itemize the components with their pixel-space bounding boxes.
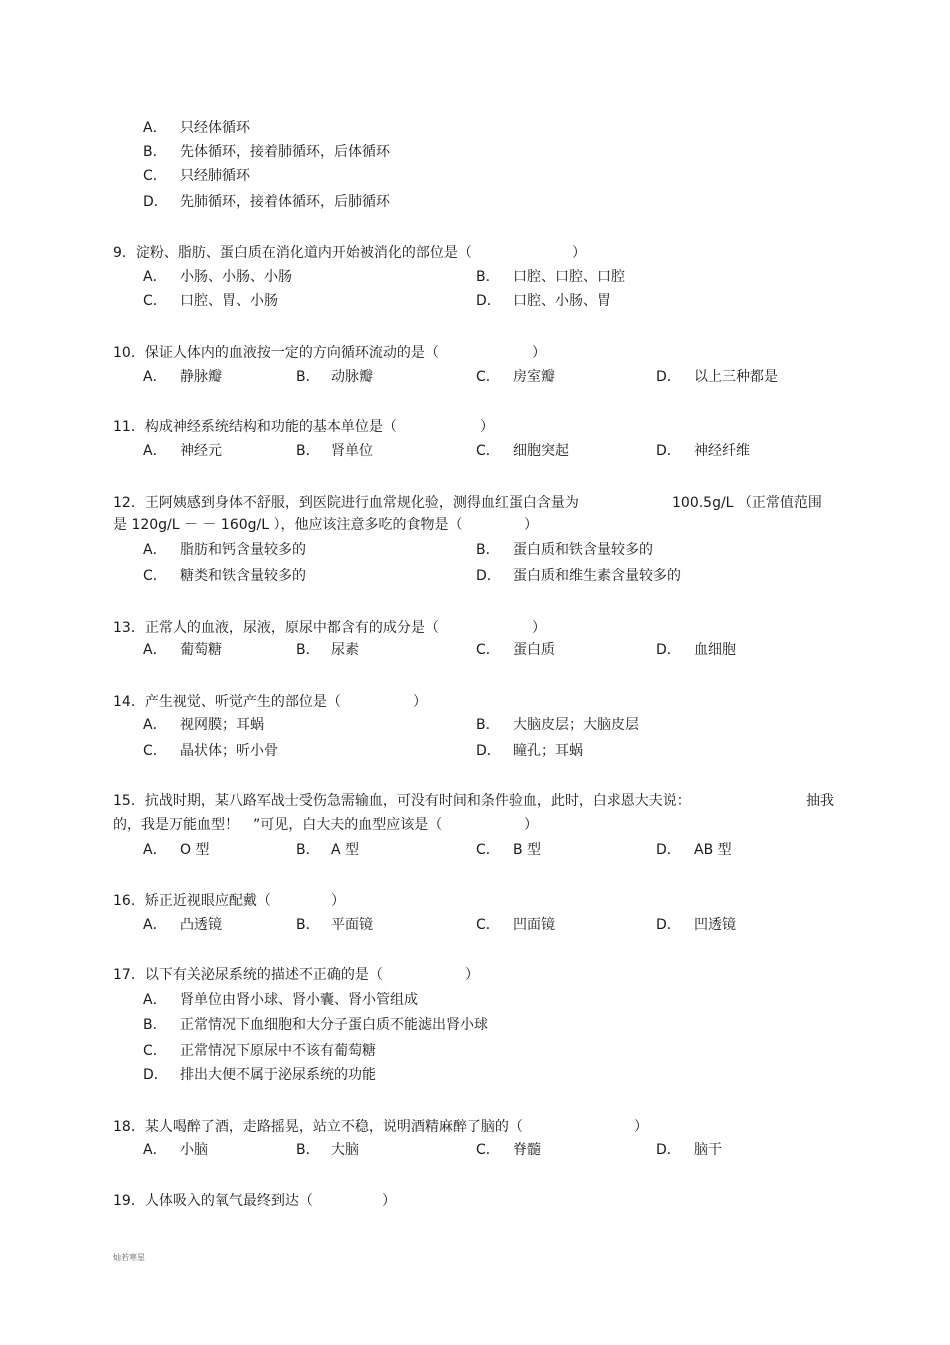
question-stem-continued: 100.5g/L （正常值范围 [672, 495, 822, 511]
answer-paren-close: ） [532, 620, 546, 636]
question-stem: 17．以下有关泌尿系统的描述不正确的是（ [113, 967, 383, 983]
option-letter: B． [143, 1017, 167, 1033]
option-text: 凹面镜 [513, 917, 555, 933]
answer-paren-close: ） [572, 245, 586, 261]
option-text: 大脑 [331, 1142, 359, 1158]
question-stem: 18．某人喝醉了酒，走路摇晃，站立不稳，说明酒精麻醉了脑的（ [113, 1119, 523, 1135]
option-text: 口腔、胃、小肠 [180, 293, 278, 309]
option-letter: A． [143, 269, 167, 285]
option-letter: A． [143, 443, 167, 459]
option-text: 肾单位由肾小球、肾小囊、肾小管组成 [180, 992, 418, 1008]
option-text: 先肺循环，接着体循环，后肺循环 [180, 194, 390, 210]
option-letter: A． [143, 842, 167, 858]
option-letter: A． [143, 917, 167, 933]
option-text: 蛋白质和铁含量较多的 [513, 542, 653, 558]
option-letter: C． [143, 568, 167, 584]
option-letter: B． [296, 842, 320, 858]
option-letter: B． [143, 144, 167, 160]
option-letter: D． [143, 194, 168, 210]
option-text: 神经纤维 [694, 443, 750, 459]
question-stem: 11．构成神经系统结构和功能的基本单位是（ [113, 419, 397, 435]
option-letter: A． [143, 369, 167, 385]
question-stem: 16．矫正近视眼应配戴（ [113, 893, 271, 909]
option-letter: D． [143, 1067, 168, 1083]
question-stem: 15．抗战时期，某八路军战士受伤急需输血，可没有时间和条件验血，此时，白求恩大夫说： [113, 793, 691, 809]
option-text: 蛋白质和维生素含量较多的 [513, 568, 681, 584]
option-letter: A． [143, 642, 167, 658]
option-letter: D． [656, 642, 681, 658]
option-letter: B． [296, 369, 320, 385]
option-letter: B． [296, 917, 320, 933]
option-letter: B． [476, 717, 500, 733]
option-text: 脑干 [694, 1142, 722, 1158]
option-text: 凸透镜 [180, 917, 222, 933]
question-stem: 9．淀粉、脂肪、蛋白质在消化道内开始被消化的部位是（ [113, 245, 472, 261]
option-text: 葡萄糖 [180, 642, 222, 658]
option-text: AB 型 [694, 842, 732, 858]
option-text: 以上三种都是 [694, 369, 778, 385]
option-letter: C． [143, 1043, 167, 1059]
question-stem: 10．保证人体内的血液按一定的方向循环流动的是（ [113, 345, 439, 361]
option-text: 瞳孔；耳蜗 [513, 743, 583, 759]
option-text: 糖类和铁含量较多的 [180, 568, 306, 584]
option-letter: C． [476, 443, 500, 459]
option-letter: C． [143, 168, 167, 184]
option-letter: A． [143, 120, 167, 136]
option-text: 小肠、小肠、小肠 [180, 269, 292, 285]
option-text: 只经体循环 [180, 120, 250, 136]
option-text: 肾单位 [331, 443, 373, 459]
option-letter: D． [476, 568, 501, 584]
option-text: 脊髓 [513, 1142, 541, 1158]
option-letter: D． [656, 1142, 681, 1158]
option-letter: D． [656, 369, 681, 385]
option-text: 视网膜；耳蜗 [180, 717, 264, 733]
option-letter: D． [476, 293, 501, 309]
option-letter: A． [143, 717, 167, 733]
option-letter: C． [476, 917, 500, 933]
option-text: 大脑皮层；大脑皮层 [513, 717, 639, 733]
option-letter: A． [143, 992, 167, 1008]
option-text: 只经肺循环 [180, 168, 250, 184]
option-letter: A． [143, 1142, 167, 1158]
option-letter: B． [296, 1142, 320, 1158]
answer-paren-close: ） [382, 1193, 396, 1209]
option-letter: C． [143, 743, 167, 759]
option-text: 细胞突起 [513, 443, 569, 459]
option-letter: D． [476, 743, 501, 759]
question-stem-continued: 抽我 [806, 793, 834, 809]
option-text: B 型 [513, 842, 542, 858]
option-letter: B． [476, 542, 500, 558]
answer-paren-close: ） [524, 517, 538, 533]
option-text: 正常情况下原尿中不该有葡萄糖 [180, 1043, 376, 1059]
option-letter: C． [476, 642, 500, 658]
option-letter: C． [143, 293, 167, 309]
option-text: O 型 [180, 842, 210, 858]
option-letter: D． [656, 917, 681, 933]
option-letter: D． [656, 842, 681, 858]
answer-paren-close: ） [413, 694, 427, 710]
answer-paren-close: ） [331, 893, 345, 909]
option-text: 尿素 [331, 642, 359, 658]
option-text: 正常情况下血细胞和大分子蛋白质不能滤出肾小球 [180, 1017, 488, 1033]
option-letter: C． [476, 1142, 500, 1158]
option-letter: D． [656, 443, 681, 459]
option-text: A 型 [331, 842, 360, 858]
question-stem: 13．正常人的血液，尿液，原尿中都含有的成分是（ [113, 620, 439, 636]
option-text: 房室瓣 [513, 369, 555, 385]
answer-paren-close: ） [465, 967, 479, 983]
page-footer: 灿若寒星 [113, 1253, 145, 1262]
option-letter: B． [296, 642, 320, 658]
question-stem: 19．人体吸入的氧气最终到达（ [113, 1193, 313, 1209]
question-stem: 12．王阿姨感到身体不舒服，到医院进行血常规化验，测得血红蛋白含量为 [113, 495, 579, 511]
option-text: 静脉瓣 [180, 369, 222, 385]
question-stem: 14．产生视觉、听觉产生的部位是（ [113, 694, 341, 710]
answer-paren-close: ） [480, 419, 494, 435]
option-text: 血细胞 [694, 642, 736, 658]
option-text: 神经元 [180, 443, 222, 459]
answer-paren-close: ） [634, 1119, 648, 1135]
option-text: 脂肪和钙含量较多的 [180, 542, 306, 558]
option-text: 晶状体；听小骨 [180, 743, 278, 759]
option-text: 口腔、小肠、胃 [513, 293, 611, 309]
option-letter: C． [476, 842, 500, 858]
answer-paren-close: ） [524, 817, 538, 833]
answer-paren-close: ） [532, 345, 546, 361]
option-letter: B． [476, 269, 500, 285]
option-text: 平面镜 [331, 917, 373, 933]
question-stem-line-2: 是 120g/L － － 160g/L ），他应该注意多吃的食物是（ [113, 517, 463, 533]
option-letter: A． [143, 542, 167, 558]
option-text: 动脉瓣 [331, 369, 373, 385]
option-letter: C． [476, 369, 500, 385]
option-text: 先体循环，接着肺循环，后体循环 [180, 144, 390, 160]
option-text: 凹透镜 [694, 917, 736, 933]
option-letter: B． [296, 443, 320, 459]
option-text: 蛋白质 [513, 642, 555, 658]
question-stem-line-2: 的，我是万能血型！ ”可见，白大夫的血型应该是（ [113, 817, 443, 833]
option-text: 口腔、口腔、口腔 [513, 269, 625, 285]
option-text: 排出大便不属于泌尿系统的功能 [180, 1067, 376, 1083]
option-text: 小脑 [180, 1142, 208, 1158]
